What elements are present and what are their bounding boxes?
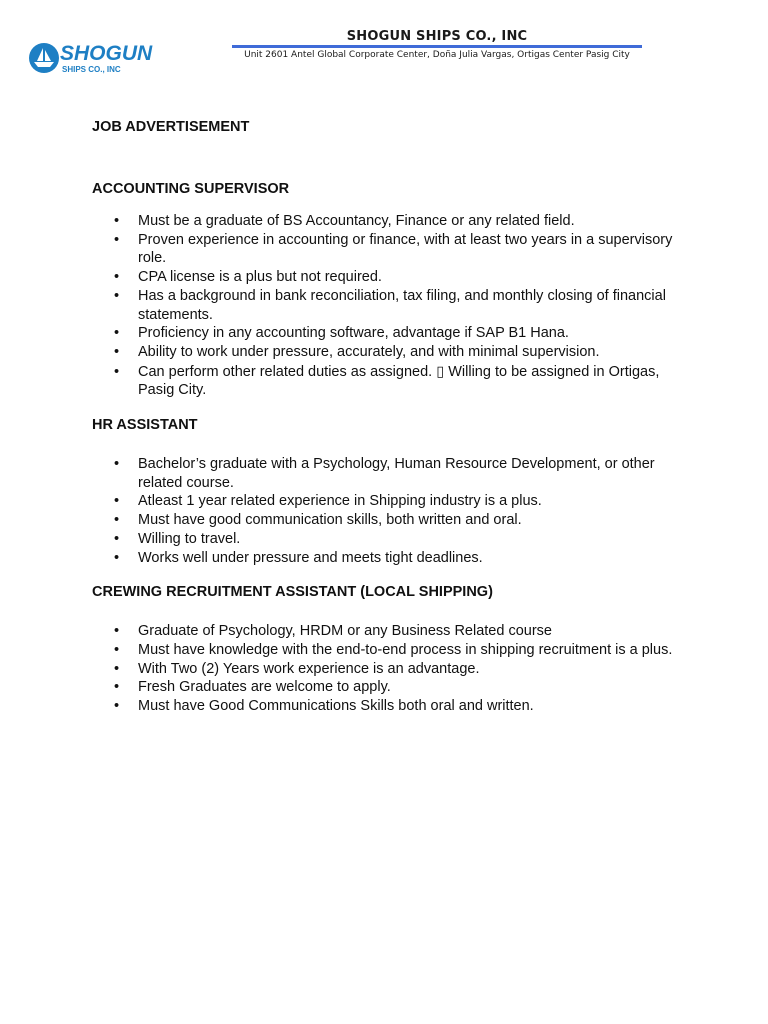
- list-item: • Must have knowledge with the end-to-end process in shipping recruitment is a plus.: [92, 641, 678, 660]
- requirements-list-crewing-recruitment-assistant: [92, 622, 692, 716]
- section-title-crewing-recruitment-assistant: CREWING RECRUITMENT ASSISTANT (LOCAL SHIPPING): [92, 584, 493, 601]
- list-item: • Must have Good Communications Skills both oral and written.: [92, 697, 678, 716]
- list-item: • Bachelor’s graduate with a Psychology, Human Resource Development, or other related course.: [92, 455, 678, 492]
- list-item: • Works well under pressure and meets tight deadlines.: [92, 549, 678, 568]
- company-address: Unit 2601 Antel Global Corporate Center, Doña Julia Vargas, Ortigas Center Pasig City: [244, 50, 630, 60]
- list-item: • Can perform other related duties as assigned. ▯ Willing to be assigned in Ortigas, Pasig City.: [92, 363, 678, 400]
- list-item: • Willing to travel.: [92, 530, 678, 549]
- list-item: • Atleast 1 year related experience in Shipping industry is a plus.: [92, 492, 678, 511]
- section-title-accounting-supervisor: ACCOUNTING SUPERVISOR: [92, 181, 290, 197]
- company-logo: [28, 40, 188, 76]
- header-divider: [232, 45, 642, 48]
- section-title-hr-assistant: HR ASSISTANT: [92, 417, 198, 434]
- logo-wordmark: SHOGUN: [60, 42, 153, 65]
- company-name: SHOGUN SHIPS CO., INC: [346, 29, 528, 44]
- document-body: [92, 118, 692, 716]
- list-item: • Fresh Graduates are welcome to apply.: [92, 678, 678, 697]
- list-item: • Ability to work under pressure, accurately, and with minimal supervision.: [92, 343, 678, 362]
- list-item: • Must have good communication skills, both written and oral.: [92, 511, 678, 530]
- ship-logo-icon: [28, 40, 188, 76]
- list-item: • CPA license is a plus but not required.: [92, 268, 678, 287]
- requirements-list-hr-assistant: [92, 455, 692, 567]
- list-item: • Proven experience in accounting or finance, with at least two years in a supervisory role.: [92, 231, 678, 268]
- list-item: • Graduate of Psychology, HRDM or any Business Related course: [92, 622, 678, 641]
- requirements-list-accounting-supervisor: [92, 212, 692, 400]
- list-item: • With Two (2) Years work experience is an advantage.: [92, 660, 678, 679]
- list-item: • Must be a graduate of BS Accountancy, Finance or any related field.: [92, 212, 678, 231]
- list-item: • Has a background in bank reconciliation, tax filing, and monthly closing of financial statements.: [92, 287, 678, 324]
- document-title: JOB ADVERTISEMENT: [92, 119, 250, 135]
- logo-subtext: SHIPS CO., INC: [62, 65, 121, 74]
- list-item: • Proficiency in any accounting software, advantage if SAP B1 Hana.: [92, 324, 678, 343]
